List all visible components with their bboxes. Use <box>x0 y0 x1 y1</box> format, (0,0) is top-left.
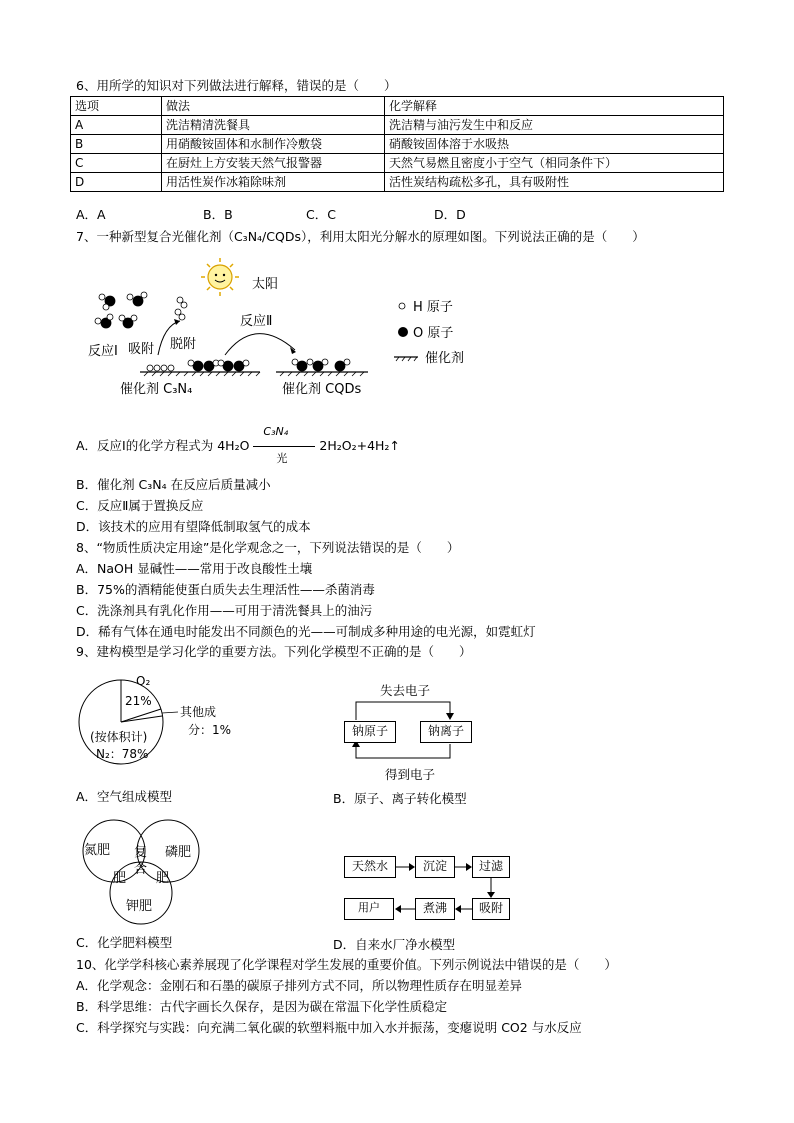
condition-bottom: 光 <box>276 451 288 465</box>
table-cell: 天然气易燃且密度小于空气（相同条件下） <box>385 154 724 173</box>
sodium-atom-box: 钠原子 <box>344 721 396 743</box>
q6-table <box>70 96 724 192</box>
venn-p-label: 磷肥 <box>165 845 192 860</box>
reaction2-label: 反应Ⅱ <box>240 314 273 329</box>
option-c: C．C <box>306 207 336 222</box>
q7-option-a <box>76 424 400 465</box>
q8-option-a: A．NaOH 显碱性——常用于改良酸性土壤 <box>76 561 313 576</box>
flow-boiling: 煮沸 <box>415 898 455 920</box>
venn-k-label: 钾肥 <box>126 899 153 914</box>
venn-fei-left: 肥 <box>113 871 127 886</box>
ion-gain-electron: 得到电子 <box>385 767 436 782</box>
o-atom-icon <box>398 327 408 337</box>
option-a: A．A <box>76 207 106 222</box>
table-cell: C <box>71 154 162 173</box>
venn-n-label: 氮肥 <box>84 843 111 858</box>
flow-sedimentation: 沉淀 <box>415 856 455 878</box>
model-d-label: D．自来水厂净水模型 <box>333 937 456 952</box>
table-cell: 用活性炭作冰箱除味剂 <box>162 173 385 192</box>
table-cell: 硝酸铵固体溶于水吸热 <box>385 135 724 154</box>
table-cell: A <box>71 116 162 135</box>
model-b-label: B．原子、离子转化模型 <box>333 791 467 806</box>
table-cell: 洗洁精与油污发生中和反应 <box>385 116 724 135</box>
air-composition-pie <box>76 672 266 772</box>
table-cell: 用硝酸铵固体和水制作冷敷袋 <box>162 135 385 154</box>
option-b: B．B <box>203 207 233 222</box>
q10-option-c: C．科学探究与实践：向充满二氧化碳的软塑料瓶中加入水并振荡，变瘪说明 CO2 与水反应 <box>76 1020 582 1035</box>
reaction-condition <box>253 424 315 465</box>
sun-icon <box>201 258 239 296</box>
model-a-label: A．空气组成模型 <box>76 789 173 804</box>
reaction1-label: 反应Ⅰ <box>88 344 118 359</box>
condition-top: C₃N₄ <box>263 424 289 438</box>
pie-other-label-1: 其他成 <box>180 705 217 719</box>
pie-other-label-2: 分：1% <box>188 723 232 737</box>
q7-option-d: D．该技术的应用有望降低制取氢气的成本 <box>76 519 311 534</box>
q6-stem: 6、用所学的知识对下列做法进行解释，错误的是（ ） <box>76 78 397 93</box>
desorb-label: 脱附 <box>170 337 197 352</box>
venn-fu: 复 <box>134 845 148 860</box>
table-cell: 洗洁精清洗餐具 <box>162 116 385 135</box>
flow-filtration: 过滤 <box>472 856 510 878</box>
q8-option-b: B．75%的酒精能使蛋白质失去生理活性——杀菌消毒 <box>76 582 375 597</box>
legend-h: H 原子 <box>413 300 453 315</box>
sodium-ion-box: 钠离子 <box>420 721 472 743</box>
pie-o2-label: O₂ <box>136 674 151 688</box>
table-cell: D <box>71 173 162 192</box>
q10-stem: 10、化学学科核心素养展现了化学课程对学生发展的重要价值。下列示例说法中错误的是（ ） <box>76 957 617 972</box>
pie-by-volume: (按体积计) <box>90 730 148 744</box>
table-header-row <box>71 97 724 116</box>
venn-he: 合 <box>134 862 148 877</box>
sun-label: 太阳 <box>252 277 279 292</box>
catalyst-icon <box>394 357 418 361</box>
q8-stem: 8、“物质性质决定用途”是化学观念之一，下列说法错误的是（ ） <box>76 540 460 555</box>
q7-option-c: C．反应Ⅱ属于置换反应 <box>76 498 204 513</box>
hydrogen-molecules <box>175 297 187 320</box>
table-row <box>71 116 724 135</box>
option-a-suffix: 2H₂O₂+4H₂↑ <box>319 438 400 453</box>
table-header-cell: 做法 <box>162 97 385 116</box>
ion-lose-electron: 失去电子 <box>380 683 431 698</box>
model-c-label: C．化学肥料模型 <box>76 935 173 950</box>
table-cell: 在厨灶上方安装天然气报警器 <box>162 154 385 173</box>
q7-photocatalysis-diagram <box>80 255 500 405</box>
pie-n2-label: N₂：78% <box>96 747 149 761</box>
q8-option-c: C．洗涤剂具有乳化作用——可用于清洗餐具上的油污 <box>76 603 373 618</box>
catalyst2-label: 催化剂 CQDs <box>282 382 362 397</box>
q10-option-a: A．化学观念：金刚石和石墨的碳原子排列方式不同，所以物理性质存在明显差异 <box>76 978 523 993</box>
flow-natural-water: 天然水 <box>344 856 396 878</box>
table-header-cell: 选项 <box>71 97 162 116</box>
venn-fei-right: 肥 <box>156 871 170 886</box>
q9-stem: 9、建构模型是学习化学的重要方法。下列化学模型不正确的是（ ） <box>76 644 472 659</box>
option-a-prefix: A．反应Ⅰ的化学方程式为 4H₂O <box>76 438 250 453</box>
water-molecules <box>95 292 147 328</box>
legend-catalyst: 催化剂 <box>425 351 465 366</box>
q6-options <box>76 207 466 223</box>
q8-option-d: D．稀有气体在通电时能发出不同颜色的光——可制成多种用途的电光源，如霓虹灯 <box>76 624 536 639</box>
q10-option-b: B．科学思维：古代字画长久保存，是因为碳在常温下化学性质稳定 <box>76 999 448 1014</box>
table-row <box>71 135 724 154</box>
option-d: D．D <box>434 207 466 222</box>
pie-o2-percent: 21% <box>125 694 152 708</box>
table-row <box>71 173 724 192</box>
q7-option-b: B．催化剂 C₃N₄ 在反应后质量减小 <box>76 477 271 492</box>
flow-adsorption: 吸附 <box>472 898 510 920</box>
table-header-cell: 化学解释 <box>385 97 724 116</box>
h-atom-icon <box>399 303 405 309</box>
table-cell: B <box>71 135 162 154</box>
fertilizer-venn <box>76 818 216 933</box>
q7-stem: 7、一种新型复合光催化剂（C₃N₄/CQDs），利用太阳光分解水的原理如图。下列说法正确的是（ ） <box>76 229 645 244</box>
catalyst1-label: 催化剂 C₃N₄ <box>120 382 193 397</box>
legend-o: O 原子 <box>413 326 454 341</box>
adsorb-label: 吸附 <box>128 342 155 357</box>
table-row <box>71 154 724 173</box>
table-cell: 活性炭结构疏松多孔，具有吸附性 <box>385 173 724 192</box>
flow-users: 用户 <box>344 898 394 920</box>
flow-arrows <box>340 850 520 930</box>
